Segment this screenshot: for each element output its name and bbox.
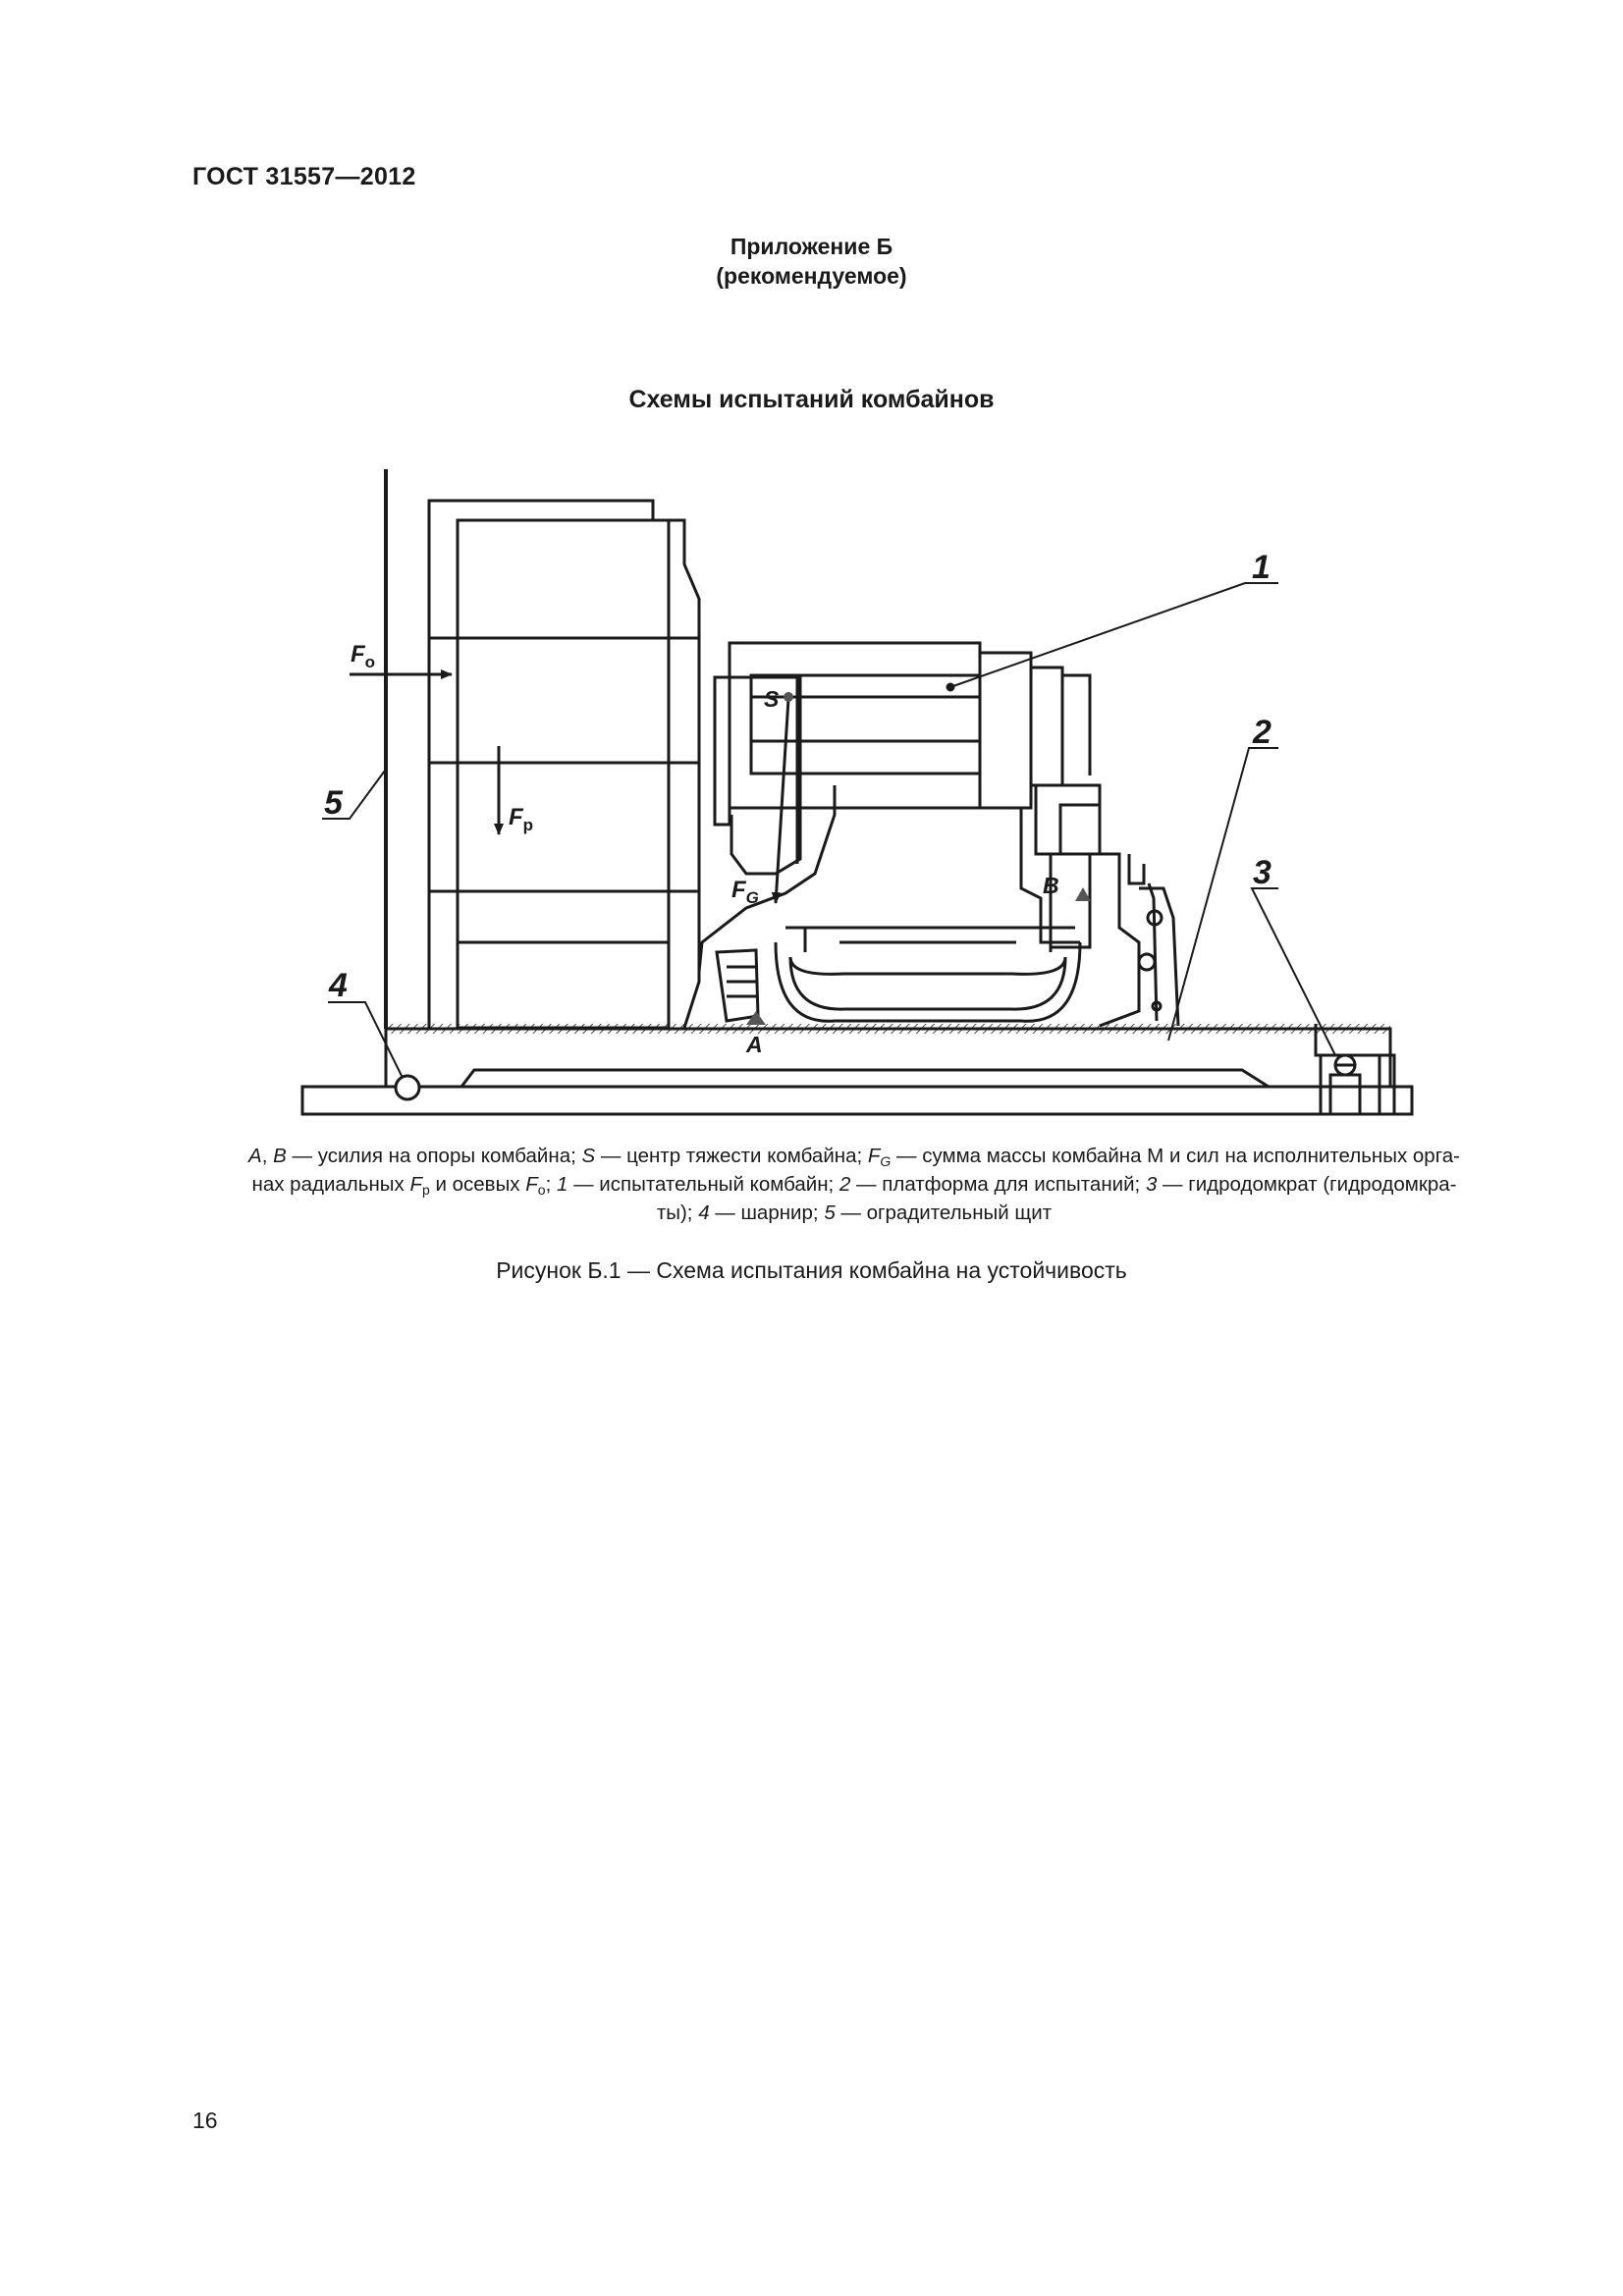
force-radial-label: $F_p$ (509, 804, 534, 834)
force-gravity-label: $F_G$ (731, 877, 759, 907)
gravity-center-dot (784, 692, 793, 702)
figure-caption: Рисунок Б.1 — Схема испытания комбайна на устойчивость (496, 1257, 1127, 1283)
combine-test-diagram (285, 452, 1424, 1139)
callout-5: 5 (324, 784, 343, 822)
callout-4: 4 (329, 967, 348, 1004)
annex-name: Приложение Б (730, 234, 893, 259)
test-combine (429, 501, 1178, 1028)
standard-header: ГОСТ 31557—2012 (192, 163, 416, 190)
figure-legend (191, 1142, 1517, 1227)
callout-3: 3 (1253, 854, 1271, 891)
test-platform (302, 1024, 1412, 1114)
callout-2: 2 (1253, 714, 1271, 751)
page-number: 16 (192, 2108, 218, 2133)
legend-line-3: ты); 4 — шарнир; 5 — оградительный щит (656, 1201, 1053, 1224)
support-a-label: A (746, 1032, 763, 1057)
gravity-center-label: S (764, 686, 780, 712)
force-axial-label: $F_o$ (351, 641, 376, 671)
annex-status: (рекомендуемое) (716, 263, 907, 289)
hinge (396, 1076, 419, 1099)
force-gravity-arrow (776, 699, 788, 903)
hydraulic-jack (1321, 1055, 1380, 1114)
legend-line-1: A, B — усилия на опоры комбайна; S — центр тяжести комбайна; $F_G$ — сумма массы комбайна М и сил на исполнительных орга- (248, 1145, 1460, 1169)
section-title: Схемы испытаний комбайнов (628, 386, 995, 413)
callout-1: 1 (1252, 549, 1271, 586)
legend-line-2: нах радиальных $F_р$ и осевых $F_о$; 1 — испытательный комбайн; 2 — платформа для испытаний; 3 — гидродомкрат (гидродомкра- (251, 1173, 1457, 1198)
support-b-label: B (1043, 873, 1059, 898)
